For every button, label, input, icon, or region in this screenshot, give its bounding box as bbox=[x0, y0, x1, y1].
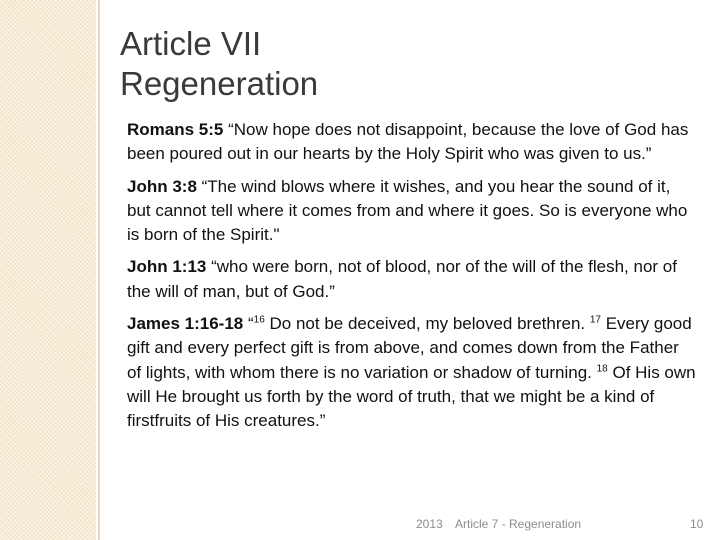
verse-reference: James 1:16-18 bbox=[127, 314, 244, 334]
verse-number: 16 bbox=[253, 314, 265, 326]
slide-title bbox=[120, 24, 700, 104]
title-line-2: Regeneration bbox=[120, 65, 319, 102]
decorative-side-line bbox=[98, 0, 100, 540]
verse-reference: John 3:8 bbox=[127, 176, 197, 196]
footer-title: Article 7 - Regeneration bbox=[455, 517, 582, 531]
verse-reference: Romans 5:5 bbox=[127, 120, 224, 139]
verse-text: Of His own will He brought us forth by the word of truth, that we might be a kind of firstfruits of His creatures.” bbox=[127, 362, 696, 431]
verse-text: Every good gift and every perfect gift is from above, and comes down from the Father of lights, with whom there is no variation or shadow of turning. bbox=[127, 314, 692, 382]
verse-text: “Now hope does not disappoint, because the love of God has been poured out in our hearts by the Holy Spirit who was given to us.” bbox=[127, 120, 689, 164]
verse-text: “The wind blows where it wishes, and you hear the sound of it, but cannot tell where it comes from and where it goes. So is everyone who is born of the Spirit." bbox=[127, 176, 688, 245]
verse-john-1 bbox=[127, 255, 697, 304]
slide-content bbox=[127, 118, 697, 442]
verse-text: “who were born, not of blood, nor of the will of the flesh, nor of the will of man, but of God.” bbox=[127, 257, 677, 301]
verse-james bbox=[127, 312, 697, 433]
verse-open-quote: “ bbox=[243, 314, 254, 334]
decorative-side-band bbox=[0, 0, 96, 540]
verse-number: 18 bbox=[596, 363, 608, 375]
verse-number: 17 bbox=[589, 314, 601, 326]
verse-john-3 bbox=[127, 175, 697, 248]
verse-romans bbox=[127, 118, 697, 167]
verse-text: Do not be deceived, my beloved brethren. bbox=[264, 314, 590, 334]
footer-page-number: 10 bbox=[690, 517, 704, 531]
verse-reference: John 1:13 bbox=[127, 257, 207, 277]
footer-year: 2013 bbox=[416, 517, 443, 531]
title-line-1: Article VII bbox=[120, 25, 262, 62]
